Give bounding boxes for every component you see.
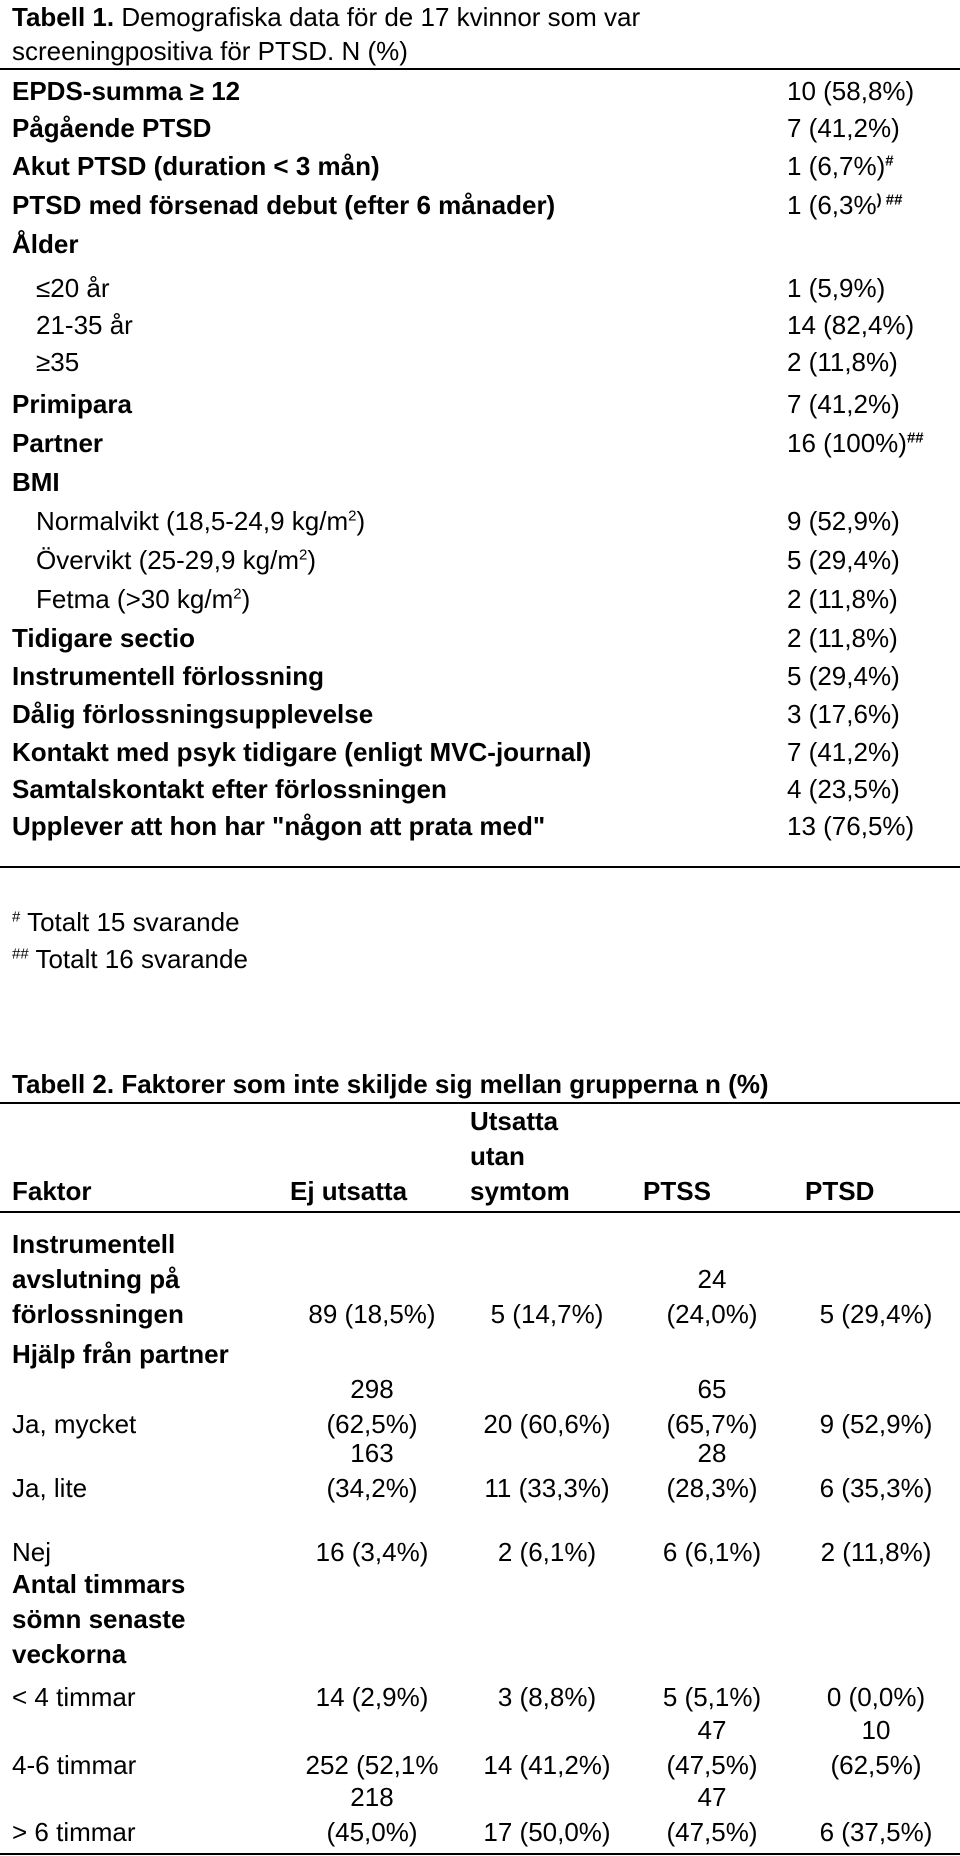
table1-row [12,502,948,540]
hjalp-row-ej-1: 163 [350,1438,394,1468]
table1-row-label: EPDS-summa ≥ 12 [12,76,241,106]
table1-row [12,807,948,845]
table1-row-label: Tidigare sectio [12,623,196,653]
table1-row-label-sup: 2 [298,546,308,564]
hjalp-row-utsatta: 2 (6,1%) [497,1537,597,1567]
table1-row-value [787,695,900,733]
table1-row-value-text: 7 (41,2%) [787,113,900,143]
hjalp-row-ej-2: (62,5%) [326,1409,418,1439]
table1-row-value [787,186,902,224]
instr-ej: 89 (18,5%) [308,1299,436,1329]
header-ptsd: PTSD [805,1176,875,1206]
table1-footnote-1 [12,905,240,939]
table1-row-label-after: ) [356,506,366,536]
somn-row-ptsd-2: 0 (0,0%) [826,1682,926,1712]
table1-row-value-text: 2 (11,8%) [787,584,898,614]
table1-caption-rest: Demografiska data för de 17 kvinnor som var [114,2,641,32]
table1-row [12,619,948,657]
table1-row-value-text: 4 (23,5%) [787,774,900,804]
table1-row-value-text: 5 (29,4%) [787,661,900,691]
hjalp-row-ptss-2: (28,3%) [666,1473,758,1503]
hjalp-row-utsatta: 20 (60,6%) [483,1409,611,1439]
somn-row-ptss-1: 47 [697,1782,727,1812]
table1-bottom-rule [0,866,960,868]
table1-row-label: ≥35 [36,347,80,377]
table2-bottom-rule [0,1853,960,1855]
table1-row-value [787,502,900,540]
header-utsatta-line3: symtom [470,1176,570,1206]
table1-row-label-text: Övervikt (25-29,9 kg/m [36,545,299,575]
footnote-2-text: Totalt 16 svarande [28,944,248,974]
table1-row-value [787,109,900,147]
somn-row-ptss-2: 5 (5,1%) [662,1682,762,1712]
table1-row-value [787,657,900,695]
somn-row-utsatta: 14 (41,2%) [483,1750,611,1780]
table1-row-value [787,807,914,845]
instr-utsatta: 5 (14,7%) [490,1299,604,1329]
table1-row-label-unit [36,502,365,540]
table1-row-value-text: 1 (6,7%) [787,151,886,181]
table1-row-value-text: 2 (11,8%) [787,623,898,653]
table2-caption: Tabell 2. Faktorer som inte skiljde sig mellan grupperna n (%) [12,1069,769,1099]
somn-label-3: veckorna [12,1639,127,1669]
somn-label-1: Antal timmars [12,1569,186,1599]
table1-row-label-text: Normalvikt (18,5-24,9 kg/m [36,506,349,536]
table1-row-value-text: 14 (82,4%) [787,310,915,340]
somn-row-ptss-2: (47,5%) [666,1750,758,1780]
table1-row-label: Ålder [12,229,79,259]
table1-row-label: Akut PTSD (duration < 3 mån) [12,151,380,181]
table1-row-value-text: 13 (76,5%) [787,811,915,841]
header-faktor: Faktor [12,1176,92,1206]
table1-row-label-sup: 2 [233,585,242,603]
table1-top-rule [0,68,960,70]
somn-row-label: 4-6 timmar [12,1750,137,1780]
somn-row-ej-2: 14 (2,9%) [315,1682,429,1712]
table1-row-value [787,72,914,110]
table1-row-value [787,269,885,307]
table1-row-label-after: ) [241,584,251,614]
header-ej-utsatta: Ej utsatta [290,1176,408,1206]
instr-ptss-1: 24 [697,1264,727,1294]
hjalp-row-ej-1: 298 [350,1374,394,1404]
hjalp-row-ptsd-2: 2 (11,8%) [820,1537,932,1567]
somn-row-ej-2: 252 (52,1% [305,1750,439,1780]
table1-row [12,541,948,579]
table1-row-label: Instrumentell förlossning [12,661,325,691]
table1-row-value-text: 9 (52,9%) [787,506,900,536]
table1-row-value [787,306,914,344]
table1-row-value [787,385,900,423]
table1-row-label: Pågående PTSD [12,113,212,143]
hjalp-row-ej-2: (34,2%) [326,1473,418,1503]
table1-row [12,580,948,618]
hjalp-row-ptss-2: 6 (6,1%) [662,1537,762,1567]
table1-row-label: Primipara [12,389,132,419]
table1-row-value-text: 3 (17,6%) [787,699,900,729]
instr-label-2: avslutning på [12,1264,180,1294]
table1-row-label: Upplever att hon har "någon att prata med" [12,811,546,841]
instr-label-3: förlossningen [12,1299,184,1329]
somn-row-ptss-1: 47 [697,1715,727,1745]
table1-row-label: PTSD med försenad debut (efter 6 månader) [12,190,556,220]
somn-row-utsatta: 17 (50,0%) [483,1817,611,1847]
table1-row-value [787,424,924,462]
table1-caption-line2: screeningpositiva för PTSD. N (%) [12,36,408,66]
somn-row-ptsd-1: 10 [861,1715,891,1745]
table1-row-value-sup: # [885,152,894,170]
header-utsatta-line2: utan [470,1141,525,1171]
table1-row [12,463,948,501]
table1-row-value-text: 7 (41,2%) [787,389,900,419]
table1-row [12,306,948,344]
table1-row [12,733,948,771]
somn-label-2: sömn senaste [12,1604,186,1634]
somn-row-utsatta: 3 (8,8%) [497,1682,597,1712]
table1-row-label: BMI [12,467,60,497]
header-utsatta-line1: Utsatta [470,1106,559,1136]
table1-row-label: 21-35 år [36,310,133,340]
somn-row-ej-2: (45,0%) [326,1817,418,1847]
table1-row-value [787,619,898,657]
table1-row-label: Partner [12,428,104,458]
table1-row [12,72,948,110]
table1-row [12,424,948,462]
table1-row-value-text: 1 (6,3% [787,190,877,220]
table1-row-value [787,343,898,381]
table1-row-label-unit [36,580,250,618]
table1-row-value [787,580,898,618]
table1-row [12,269,948,307]
table1-row-value-text: 7 (41,2%) [787,737,900,767]
table1-row-value-text: 10 (58,8%) [787,76,915,106]
footnote-2-mark: ## [12,945,29,963]
hjalp-row-label: Nej [12,1537,52,1567]
table1-caption [12,0,640,68]
table1-row-value-text: 5 (29,4%) [787,545,900,575]
hjalp-row-ej-2: 16 (3,4%) [315,1537,429,1567]
table1-row [12,770,948,808]
table1-row [12,225,948,263]
somn-row-ej-1: 218 [350,1782,394,1812]
hjalp-row-ptss-2: (65,7%) [666,1409,758,1439]
table1-row-label-text: Fetma (>30 kg/m [36,584,234,614]
table1-footnote-2 [12,942,248,976]
table1-row-label-unit [36,541,316,579]
table1-row-value [787,733,900,771]
table1-row-value-text: 2 (11,8%) [787,347,898,377]
table1-row [12,695,948,733]
hjalp-title: Hjälp från partner [12,1339,229,1369]
somn-row-ptss-2: (47,5%) [666,1817,758,1847]
table1-row-value-text: 16 (100%) [787,428,907,458]
table1-row-value-sup: ## [906,429,924,447]
hjalp-row-ptsd-2: 6 (35,3%) [819,1473,933,1503]
hjalp-row-label: Ja, mycket [12,1409,137,1439]
table1-row-label: Samtalskontakt efter förlossningen [12,774,447,804]
table1-row-value [787,147,894,185]
table1-row [12,109,948,147]
hjalp-row-ptss-1: 28 [697,1438,727,1468]
somn-row-ptsd-2: (62,5%) [830,1750,922,1780]
table2-header-rule [0,1211,960,1213]
table1-row-label: Kontakt med psyk tidigare (enligt MVC-journal) [12,737,592,767]
table1-row-value-text: 1 (5,9%) [787,273,886,303]
table1-row [12,147,948,185]
instr-ptsd: 5 (29,4%) [819,1299,933,1329]
table1-row [12,385,948,423]
hjalp-row-ptss-1: 65 [697,1374,727,1404]
table1-row-value [787,541,900,579]
hjalp-row-utsatta: 11 (33,3%) [484,1473,610,1503]
somn-row-ptsd-2: 6 (37,5%) [819,1817,933,1847]
table1-row-label-sup: 2 [348,507,357,525]
table1-row-label: Dålig förlossningsupplevelse [12,699,374,729]
table1-row-value-sup: ) ## [876,191,903,209]
somn-row-label: > 6 timmar [12,1817,136,1847]
instr-ptss-2: (24,0%) [666,1299,758,1329]
table1-caption-bold: Tabell 1. [12,2,115,32]
hjalp-row-label: Ja, lite [12,1473,88,1503]
instr-label-1: Instrumentell [12,1229,176,1259]
table1-row-label-after: ) [307,545,316,575]
table1-row [12,343,948,381]
footnote-1-text: Totalt 15 svarande [20,907,240,937]
footnote-1-mark: # [12,908,21,926]
somn-row-label: < 4 timmar [12,1682,136,1712]
table1-row-value [787,770,900,808]
table1-row [12,186,948,224]
header-ptss: PTSS [643,1176,711,1206]
table1-row-label: ≤20 år [36,273,110,303]
hjalp-row-ptsd-2: 9 (52,9%) [819,1409,933,1439]
table1-row [12,657,948,695]
